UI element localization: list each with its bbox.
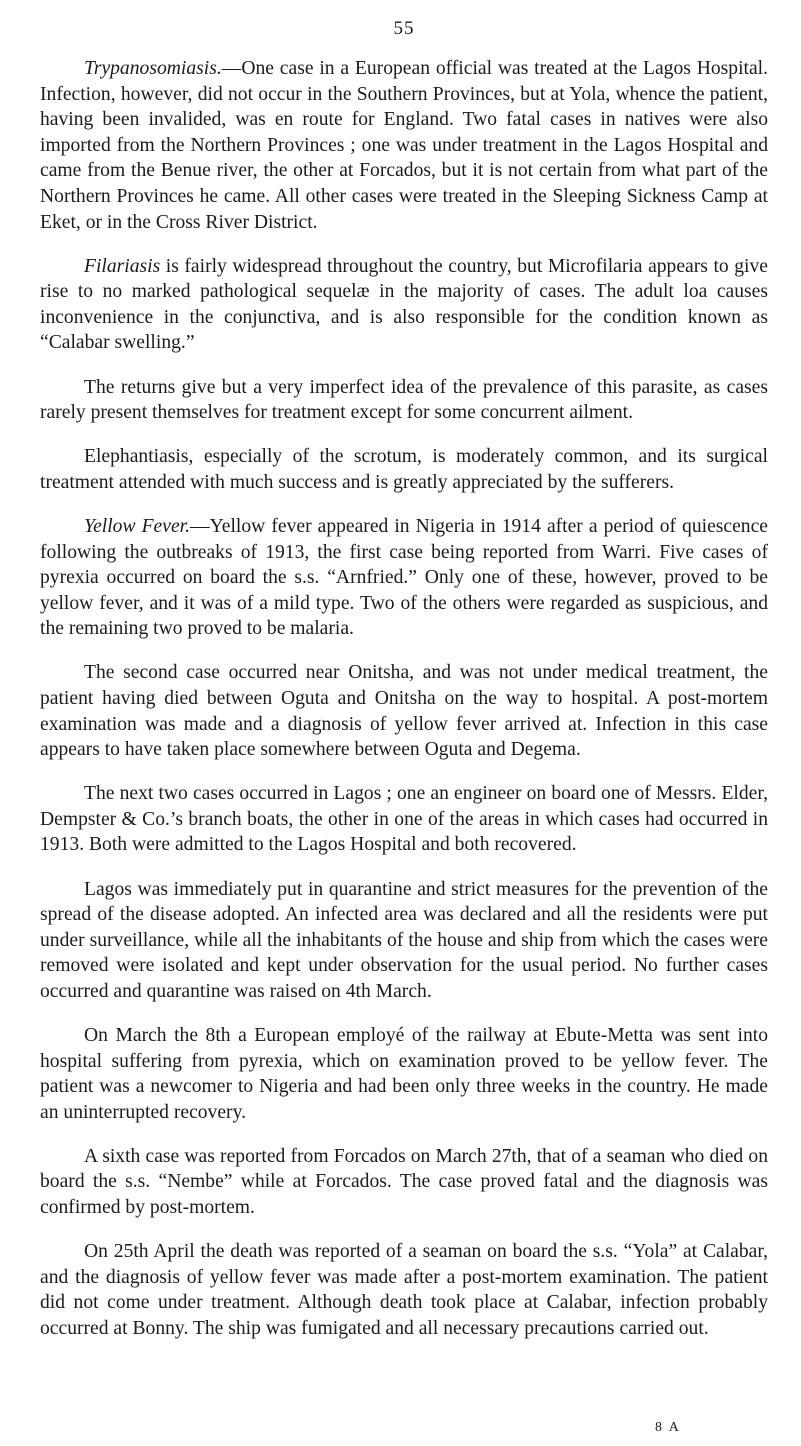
paragraph-returns [40, 375, 768, 426]
paragraph-lead: Yellow Fever. [84, 515, 190, 537]
page-number: 55 [393, 18, 415, 39]
paragraph-text: On 25th April the death was reported of a seaman on board the s.s. “Yola” at Calabar, and the diagnosis of yellow fever was made after a post-mortem examination. The patient did not come under treatment. Although death took place at Calabar, infection probably occurred at Bonny. The ship was fumigated and all necessary precautions carried out. [40, 1241, 768, 1339]
paragraph-lagos-cases [40, 781, 768, 858]
paragraph-trypanosomiasis [40, 56, 768, 235]
paragraph-text: is fairly widespread throughout the country, but Microfilaria appears to give rise to no marked pathological sequelæ in the majority of cases. The adult loa causes inconvenience in the conjunctiva, and is also responsible for the condition known as “Calabar swelling.” [40, 255, 768, 354]
paragraph-lead: Trypanosomiasis. [84, 58, 222, 79]
paragraph-text: The next two cases occurred in Lagos ; one an engineer on board one of Messrs. Elder, Dempster & Co.’s branch boats, the other in one of the areas in which cases had occurred in 1913. Both were admitted to the Lagos Hospital and both recovered. [40, 783, 768, 856]
paragraph-ebute-metta [40, 1023, 768, 1125]
paragraph-second-case [40, 660, 768, 762]
signature-mark: 8 A [655, 1420, 681, 1435]
document-page [40, 0, 768, 1446]
paragraph-text: —One case in a European official was treated at the Lagos Hospital. Infection, however, did not occur in the Southern Provinces, but at Yola, whence the patient, having been invalided, was en route for England. Two fatal cases in natives were also imported from the Northern Provinces ; one was under treatment in the Lagos Hospital and came from the Benue river, the other at Forcados, but it is not certain from what part of the Northern Provinces he came. All other cases were treated in the Sleeping Sickness Camp at Eket, or in the Cross River District. [40, 58, 768, 233]
paragraph-text: Elephantiasis, especially of the scrotum, is moderately common, and its surgical treatment attended with much success and is greatly appreciated by the sufferers. [40, 446, 768, 493]
paragraph-text: Lagos was immediately put in quarantine and strict measures for the prevention of the spread of the disease adopted. An infected area was declared and all the residents were put under surveillance, while all the inhabitants of the house and ship from which the cases were removed were isolated and kept under observation for the usual period. No further cases occurred and quarantine was raised on 4th March. [40, 878, 768, 1002]
paragraph-calabar [40, 1239, 768, 1341]
paragraph-filariasis [40, 254, 768, 356]
paragraph-quarantine [40, 877, 768, 1005]
paragraph-elephantiasis [40, 444, 768, 495]
body-text [40, 56, 768, 1360]
paragraph-yellow-fever [40, 514, 768, 642]
paragraph-text: On March the 8th a European employé of the railway at Ebute-Metta was sent into hospital suffering from pyrexia, which on examination proved to be yellow fever. The patient was a newcomer to Nigeria and had been only three weeks in the country. He made an uninterrupted recovery. [40, 1025, 768, 1123]
paragraph-text: The second case occurred near Onitsha, and was not under medical treatment, the patient having died between Oguta and Onitsha on the way to hospital. A post-mortem examination was made and a diagnosis of yellow fever arrived at. Infection in this case appears to have taken place somewhere between Oguta and Degema. [40, 662, 768, 761]
paragraph-lead: Filariasis [84, 255, 161, 277]
paragraph-text: The returns give but a very imperfect idea of the prevalence of this parasite, as cases rarely present themselves for treatment except for some concurrent ailment. [40, 376, 768, 424]
paragraph-text: A sixth case was reported from Forcados on March 27th, that of a seaman who died on board the s.s. “Nembe” while at Forcados. The case proved fatal and the diagnosis was confirmed by post-mortem. [40, 1145, 768, 1219]
paragraph-text: —Yellow fever appeared in Nigeria in 1914 after a period of quiescence following the outbreaks of 1913, the first case being reported from Warri. Five cases of pyrexia occurred on board the s.s. “Arnfried.” Only one of these, however, proved to be yellow fever, and it was of a mild type. Two of the others were regarded as suspicious, and the remaining two proved to be malaria. [40, 515, 768, 640]
paragraph-forcados [40, 1144, 768, 1221]
